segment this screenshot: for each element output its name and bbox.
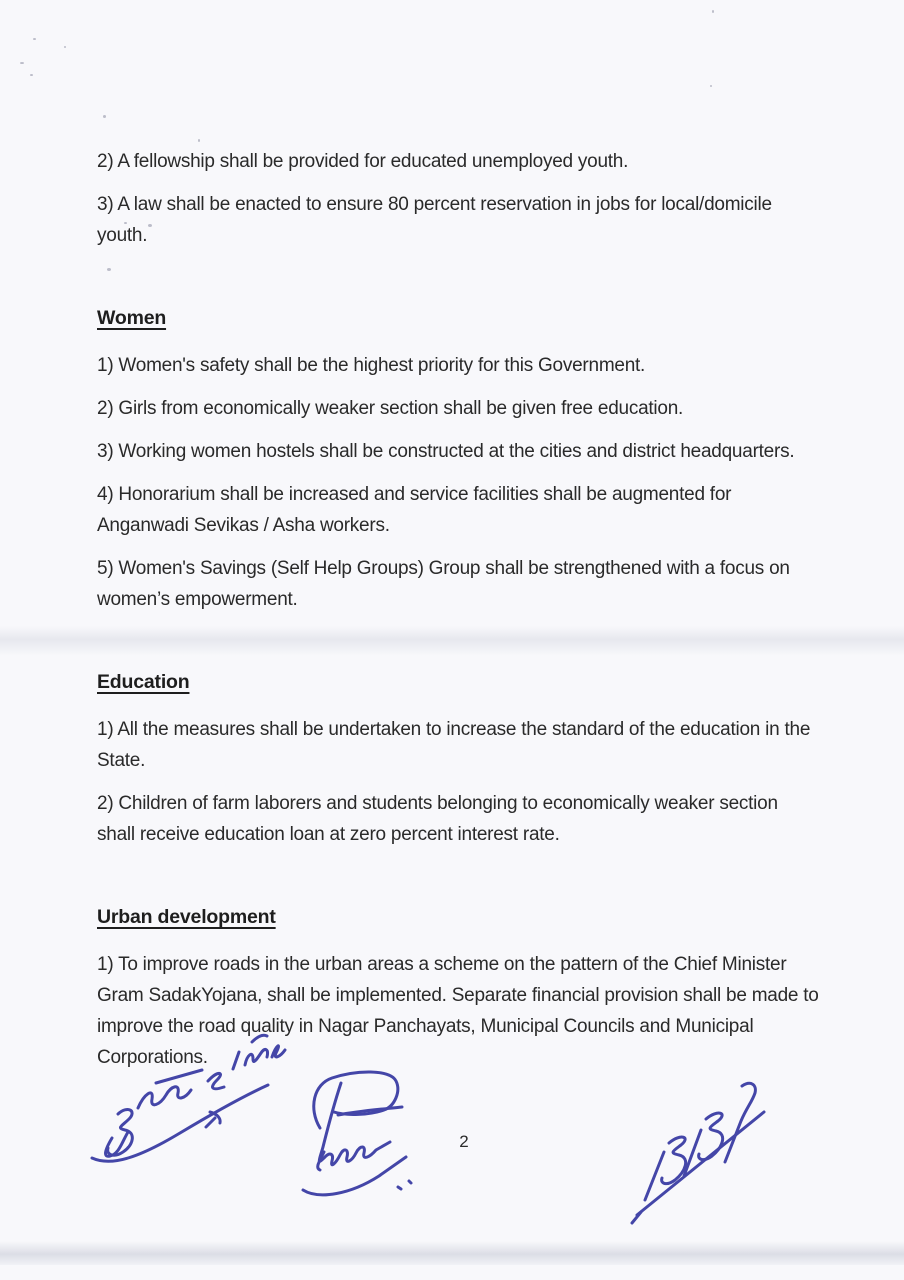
scan-speck — [64, 46, 66, 48]
section-heading-urban-development: Urban development — [97, 906, 276, 928]
section-heading-education: Education — [97, 671, 190, 693]
scan-speck — [198, 139, 200, 142]
page-number: 2 — [459, 1132, 469, 1151]
list-item — [97, 553, 864, 615]
list-item — [97, 436, 864, 467]
text-line: 2) A fellowship shall be provided for educated unemployed youth. — [97, 151, 629, 172]
text-line: women’s empowerment. — [97, 589, 298, 610]
text-line: shall receive education loan at zero percent interest rate. — [97, 824, 560, 845]
scan-speck — [710, 85, 712, 87]
text-line: 1) Women's safety shall be the highest priority for this Government. — [97, 355, 646, 376]
list-item — [97, 189, 864, 251]
text-line: 5) Women's Savings (Self Help Groups) Group shall be strengthened with a focus on — [97, 558, 790, 579]
right-signature — [632, 1083, 764, 1223]
text-line: 4) Honorarium shall be increased and service facilities shall be augmented for — [97, 484, 732, 505]
scan-speck — [712, 10, 714, 13]
list-item — [97, 788, 864, 850]
text-line: 3) Working women hostels shall be constructed at the cities and district headquarters. — [97, 441, 795, 462]
list-item — [97, 714, 864, 776]
list-item — [97, 393, 864, 424]
text-line: 2) Children of farm laborers and students belonging to economically weaker section — [97, 793, 778, 814]
scan-speck — [30, 74, 33, 76]
text-line: Anganwadi Sevikas / Asha workers. — [97, 515, 390, 536]
document-body — [97, 146, 864, 1085]
list-item — [97, 350, 864, 381]
text-line: youth. — [97, 225, 148, 246]
list-item — [97, 949, 864, 1073]
scan-speck — [33, 38, 36, 40]
scan-edge-shadow — [0, 1241, 904, 1265]
middle-signature — [303, 1072, 411, 1195]
text-line: 2) Girls from economically weaker section shall be given free education. — [97, 398, 684, 419]
text-line: Corporations. — [97, 1047, 208, 1068]
text-line: 3) A law shall be enacted to ensure 80 percent reservation in jobs for local/domicile — [97, 194, 772, 215]
list-item — [97, 146, 864, 177]
scan-speck — [103, 115, 106, 118]
text-line: 1) To improve roads in the urban areas a scheme on the pattern of the Chief Minister — [97, 954, 787, 975]
scan-speck — [20, 62, 24, 64]
section-heading-women: Women — [97, 307, 167, 329]
text-line: Gram SadakYojana, shall be implemented. Separate financial provision shall be made to — [97, 985, 819, 1006]
text-line: State. — [97, 750, 146, 771]
list-item — [97, 479, 864, 541]
text-line: 1) All the measures shall be undertaken to increase the standard of the education in the — [97, 719, 811, 740]
text-line: improve the road quality in Nagar Panchayats, Municipal Councils and Municipal — [97, 1016, 754, 1037]
